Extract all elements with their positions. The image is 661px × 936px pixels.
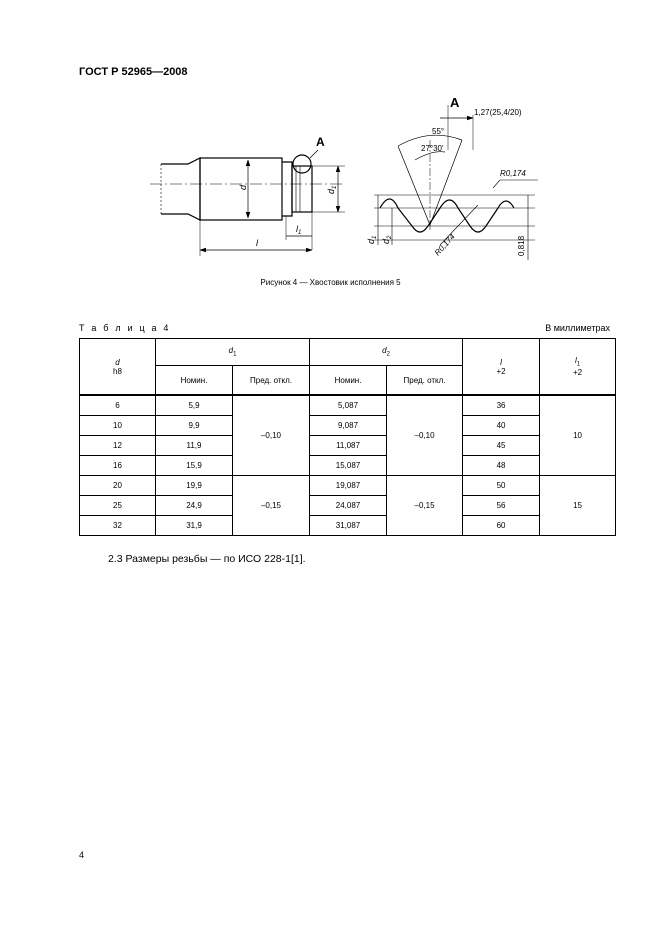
dim-l1-label: l <box>296 224 298 234</box>
thread-d1-sub: 1 <box>372 235 378 239</box>
dim-l1-sub: 1 <box>298 230 302 236</box>
table-row: 16 15,9 15,087 48 <box>80 456 616 476</box>
shank-neck <box>282 162 292 216</box>
header-d: d h8 <box>80 339 156 396</box>
svg-text:d1 <box>366 236 378 244</box>
shank-left-part <box>161 158 200 220</box>
thread-d2-label: d <box>381 238 391 244</box>
header-d2-nom: Номин. <box>310 366 387 396</box>
d1-deviation-group-1: –0,10 <box>233 395 310 476</box>
svg-text:l1 <box>296 224 301 236</box>
svg-text:d2 <box>381 235 393 244</box>
angle-total-label: 55° <box>432 127 445 136</box>
table-row: 6 5,9 –0,10 5,087 –0,10 36 10 <box>80 395 616 416</box>
shank-drawing <box>0 0 661 300</box>
pitch-label: 1,27(25,4/20) <box>474 108 522 117</box>
table-title: Т а б л и ц а 4 <box>79 323 171 333</box>
header-d1: $d_1$ <box>156 339 310 366</box>
detail-marker: A <box>316 135 325 149</box>
header-d1-nom: Номин. <box>156 366 233 396</box>
header-l: l +2 <box>463 339 540 396</box>
radius-bottom-label: R0,174 <box>432 232 457 258</box>
dim-l-label: l <box>256 238 258 248</box>
table-row: 32 31,9 31,087 60 <box>80 516 616 536</box>
dim-d1-sub: 1 <box>332 185 338 189</box>
radius-top-label: R0,174 <box>500 169 526 178</box>
thread-size-paragraph: 2.3 Размеры резьбы — по ИСО 228-1[1]. <box>108 553 306 565</box>
table-row: 10 9,9 9,087 40 <box>80 416 616 436</box>
thread-d2-sub: 2 <box>387 235 393 239</box>
d2-deviation-group-2: –0,15 <box>387 476 463 536</box>
page-number: 4 <box>79 850 85 860</box>
table-row: 20 19,9 –0,15 19,087 –0,15 50 15 <box>80 476 616 496</box>
header-d2: $d_2$ <box>310 339 463 366</box>
angle-half-label: 27°30' <box>421 144 444 153</box>
d1-deviation-group-2: –0,15 <box>233 476 310 536</box>
dim-d1-label: d <box>326 188 336 194</box>
dim-d-label: d <box>238 184 248 190</box>
detail-view-label: A <box>450 95 460 110</box>
header-d2-dev: Пред. откл. <box>387 366 463 396</box>
figure-caption: Рисунок 4 — Хвостовик исполнения 5 <box>260 278 401 287</box>
l1-group-1: 10 <box>540 395 616 476</box>
depth-label: 0,818 <box>517 235 526 256</box>
svg-text:d1 <box>326 186 338 194</box>
dimensions-table <box>79 338 616 536</box>
table-units: В миллиметрах <box>545 323 610 333</box>
table-row: 12 11,9 11,087 45 <box>80 436 616 456</box>
document-header: ГОСТ Р 52965—2008 <box>79 66 188 78</box>
thread-d1-label: d <box>366 238 376 244</box>
table-row: 25 24,9 24,087 56 <box>80 496 616 516</box>
header-l1: $l_1$ +2 <box>540 339 616 396</box>
d2-deviation-group-1: –0,10 <box>387 395 463 476</box>
detail-circle <box>293 155 311 173</box>
l1-group-2: 15 <box>540 476 616 536</box>
header-d1-dev: Пред. откл. <box>233 366 310 396</box>
